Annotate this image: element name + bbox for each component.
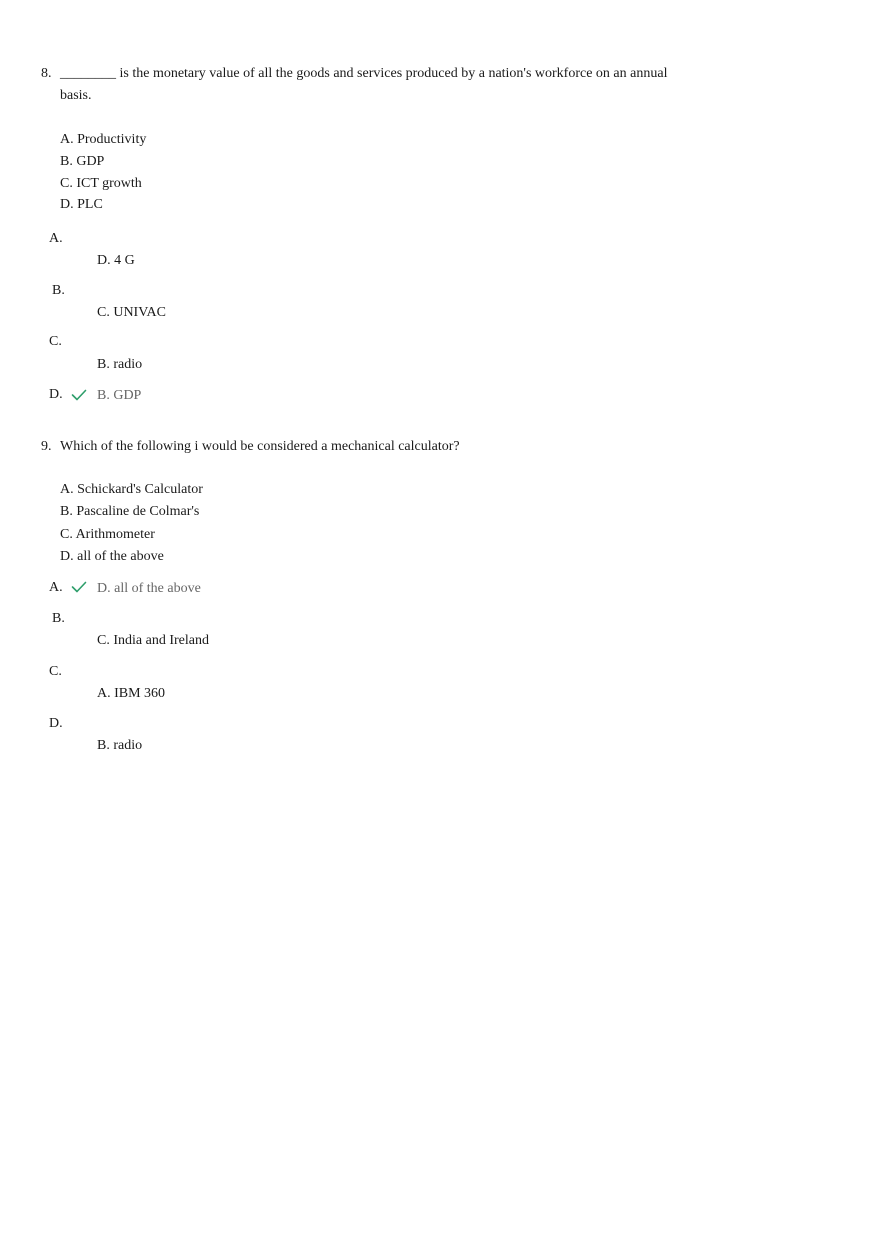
response-letter: B. [52,611,65,626]
response-letter: C. [49,664,62,679]
check-icon [71,581,87,593]
response-letter: C. [49,334,62,349]
response-answer: D. 4 G [97,253,135,268]
option-b: B. Pascaline de Colmar's [60,504,200,519]
option-c: C. ICT growth [60,176,142,191]
question-text: Which of the following i would be considered a mechanical calculator? [60,439,460,454]
response-answer-selected: B. GDP [97,388,142,403]
response-letter: D. [49,387,63,402]
option-d: D. PLC [60,197,103,212]
option-d: D. all of the above [60,549,164,564]
response-letter: A. [49,231,63,246]
question-number: 8. [41,66,52,81]
response-answer: C. UNIVAC [97,305,166,320]
response-letter: D. [49,716,63,731]
response-answer: C. India and Ireland [97,633,209,648]
response-answer: B. radio [97,738,143,753]
check-icon [71,389,87,401]
response-answer-selected: D. all of the above [97,581,201,596]
response-answer: B. radio [97,357,143,372]
option-a: A. Productivity [60,132,147,147]
option-c: C. Arithmometer [60,527,155,542]
response-letter: B. [52,283,65,298]
response-letter: A. [49,580,63,595]
question-text-continued: basis. [60,88,92,103]
question-number: 9. [41,439,52,454]
question-text: ________ is the monetary value of all the goods and services produced by a nation's workforce on an annual [60,66,668,81]
option-b: B. GDP [60,154,105,169]
option-a: A. Schickard's Calculator [60,482,203,497]
response-answer: A. IBM 360 [97,686,166,701]
